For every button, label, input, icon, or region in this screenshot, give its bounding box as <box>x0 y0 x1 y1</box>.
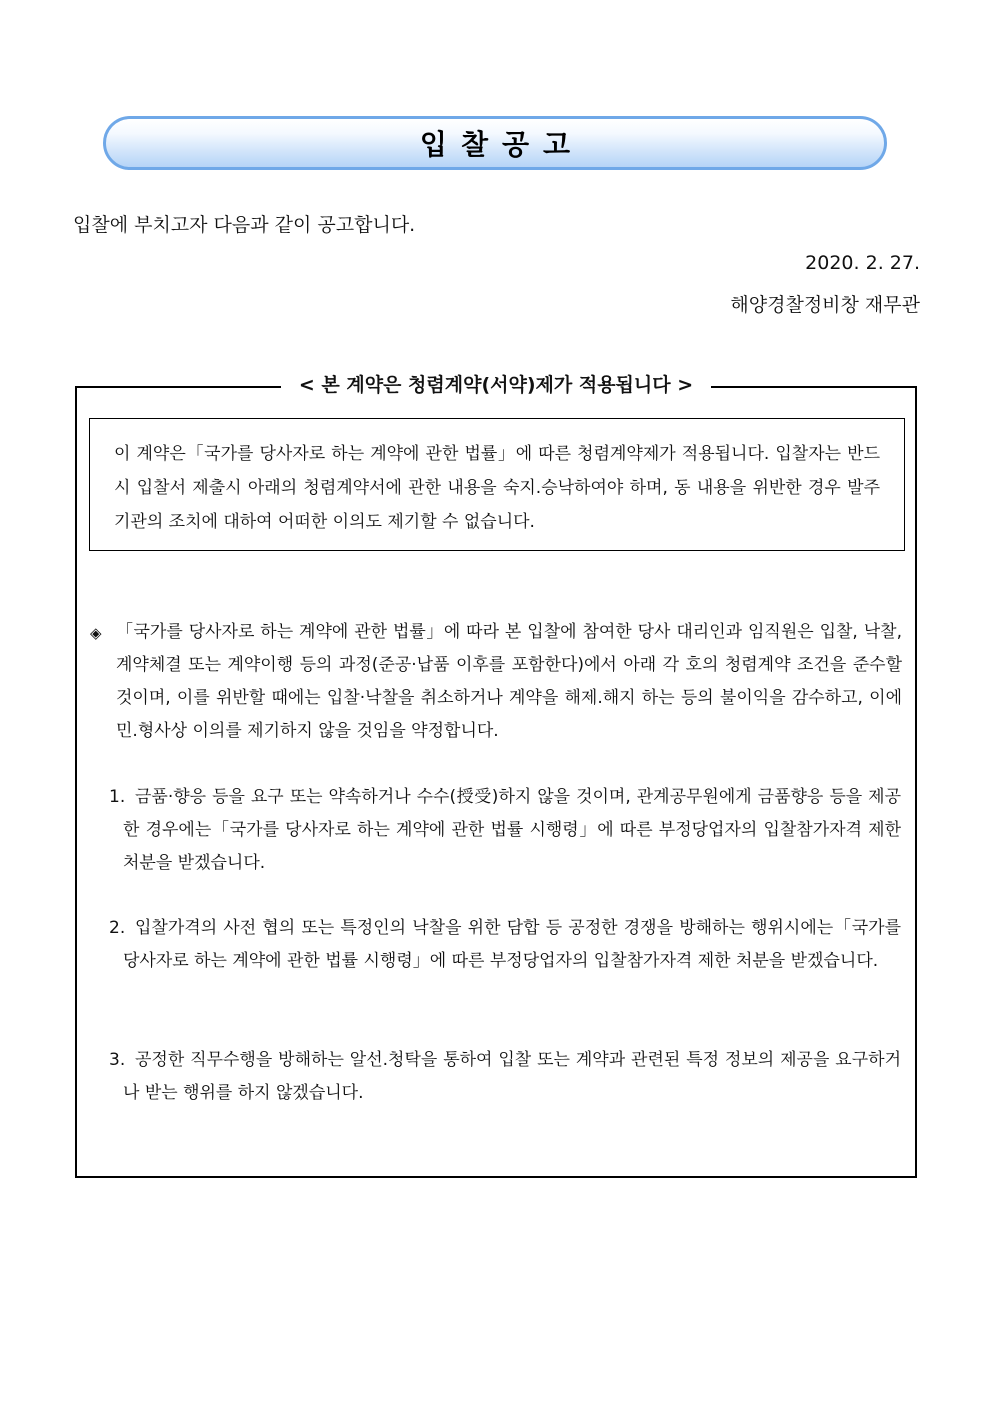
pledge-item-number: 2. <box>109 918 126 938</box>
issuing-organization: 해양경찰정비창 재무관 <box>730 294 920 316</box>
pledge-item-text: 입찰가격의 사전 협의 또는 특정인의 낙찰을 위한 담합 등 공정한 경쟁을 방해하는 행위시에는「국가를 당사자로 하는 계약에 관한 법률 시행령」에 따른 부정당업자의 입찰참가자격 제한 처분을 받겠습니다. <box>123 918 901 971</box>
pledge-item-number: 3. <box>109 1050 126 1070</box>
diamond-bullet-icon: ◈ <box>90 624 102 642</box>
page-title: 입찰공고 <box>419 128 585 161</box>
pledge-item-number: 1. <box>109 787 126 807</box>
announcement-date: 2020. 2. 27. <box>805 252 920 274</box>
contract-section-title <box>0 370 992 397</box>
pledge-item <box>109 781 901 880</box>
pledge-item-text: 금품·향응 등을 요구 또는 약속하거나 수수(授受)하지 않을 것이며, 관계공무원에게 금품향응 등을 제공한 경우에는「국가를 당사자로 하는 계약에 관한 법률 시행령」에 따른 부정당업자의 입찰참가자격 제한 처분을 받겠습니다. <box>123 787 901 873</box>
pledge-text: 「국가를 당사자로 하는 계약에 관한 법률」에 따라 본 입찰에 참여한 당사 대리인과 임직원은 입찰, 낙찰, 계약체결 또는 계약이행 등의 과정(준공·납품 이후를 포함한다)에서 아래 각 호의 청렴계약 조건을 준수할 것이며, 이를 위반할 때에는 입찰·낙찰을 취소하거나 계약을 해제.해지 하는 등의 불이익을 감수하고, 이에 민.형사상 이의를 제기하지 않을 것임을 약정합니다. <box>116 622 902 741</box>
intro-text: 입찰에 부치고자 다음과 같이 공고합니다. <box>73 214 416 236</box>
pledge-item-text: 공정한 직무수행을 방해하는 알선.청탁을 통하여 입찰 또는 계약과 관련된 특정 정보의 제공을 요구하거나 받는 행위를 하지 않겠습니다. <box>123 1050 901 1103</box>
integrity-notice-box: 이 계약은「국가를 당사자로 하는 계약에 관한 법률」에 따른 청렴계약제가 적용됩니다. 입찰자는 반드시 입찰서 제출시 아래의 청렴계약서에 관한 내용을 숙지.승낙하여야 하며, 동 내용을 위반한 경우 발주기관의 조치에 대하여 어떠한 이의도 제기할 수 없습니다. <box>89 418 905 551</box>
title-banner <box>103 116 887 170</box>
pledge-item <box>109 1044 901 1110</box>
contract-section-title-text: < 본 계약은 청렴계약(서약)제가 적용됩니다 > <box>281 374 711 396</box>
pledge-paragraph <box>90 616 902 748</box>
pledge-item <box>109 912 901 978</box>
